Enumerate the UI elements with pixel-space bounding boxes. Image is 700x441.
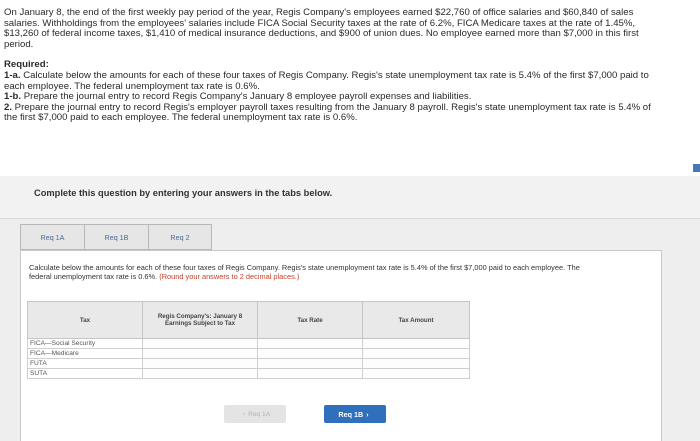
tab-instruction-text: Calculate below the amounts for each of these four taxes of Regis Company. Regis's state unemployment tax rate is 5.4% of the first $7,000 paid to each employee. The federal unemployment tax rate is 0.6%. [29,263,580,281]
requirement-tabs [20,224,212,250]
earnings-input[interactable] [143,359,258,369]
answer-instruction: Complete this question by entering your answers in the tabs below. [34,188,333,198]
requirement-2-label: 2. [4,101,13,113]
tax-rate-input[interactable] [258,359,363,369]
row-label-futa: FUTA [28,359,143,369]
tax-table [27,301,470,379]
requirement-1a-label: 1-a. [4,69,21,81]
side-scroll-marker [693,164,700,172]
table-row [28,369,470,379]
earnings-input[interactable] [143,339,258,349]
header-earnings: Regis Company's: January 8 Earnings Subject to Tax [143,302,258,339]
row-label-fica-social-security: FICA—Social Security [28,339,143,349]
earnings-input[interactable] [143,349,258,359]
requirement-1b-text: Prepare the journal entry to record Regis Company's January 8 employee payroll expenses and liabilities. [21,91,472,103]
table-row [28,339,470,349]
tab-req-1b[interactable]: Req 1B [84,224,148,250]
earnings-input[interactable] [143,369,258,379]
row-label-suta: SUTA [28,369,143,379]
tax-amount-input[interactable] [363,359,470,369]
header-tax-amount: Tax Amount [363,302,470,339]
header-tax: Tax [28,302,143,339]
tax-rate-input[interactable] [258,339,363,349]
tax-amount-input[interactable] [363,369,470,379]
prev-req-label: Req 1A [248,410,271,418]
next-req-label: Req 1B [338,409,364,419]
requirement-2 [4,103,654,124]
requirement-2-text: Prepare the journal entry to record Regis's employer payroll taxes resulting from the January 8 payroll. Regis's state unemployment tax rate is 5.4% of the first $7,000 paid to each employee. The federal unemployment tax rate is 0.6%. [4,101,651,124]
next-req-button[interactable] [324,405,386,423]
header-tax-rate: Tax Rate [258,302,363,339]
prev-req-button[interactable] [224,405,286,423]
tax-amount-input[interactable] [363,339,470,349]
table-row [28,349,470,359]
requirement-1a-text: Calculate below the amounts for each of these four taxes of Regis Company. Regis's state unemployment tax rate is 5.4% of the first $7,000 paid to each employee. The federal unemployment tax rate is 0.6%. [4,69,649,92]
required-heading: Required: [4,59,49,71]
tab-instruction [29,264,589,281]
tax-amount-input[interactable] [363,349,470,359]
rounding-hint: (Round your answers to 2 decimal places.) [159,271,300,281]
problem-intro: On January 8, the end of the first weekly pay period of the year, Regis Company's employees earned $22,760 of office salaries and $60,840 of sales salaries. Withholdings from the employees' salaries include FICA Social Security taxes at the rate of 6.2%, FICA Medicare taxes at the rate of 1.45%, $13,260 of federal income taxes, $1,410 of medical insurance deductions, and $900 of union dues. No employee earned more than $7,000 in this first period. [4,7,639,50]
tax-rate-input[interactable] [258,349,363,359]
tax-rate-input[interactable] [258,369,363,379]
chevron-left-icon: ‹ [242,410,246,418]
answer-instruction-bar [0,176,700,219]
table-row [28,359,470,369]
chevron-right-icon: › [366,409,369,419]
tab-req-1a[interactable]: Req 1A [20,224,84,250]
problem-statement [4,8,654,124]
row-label-fica-medicare: FICA—Medicare [28,349,143,359]
tab-req-2[interactable]: Req 2 [148,224,212,250]
requirement-1a [4,71,654,92]
requirement-1b-label: 1-b. [4,91,22,103]
